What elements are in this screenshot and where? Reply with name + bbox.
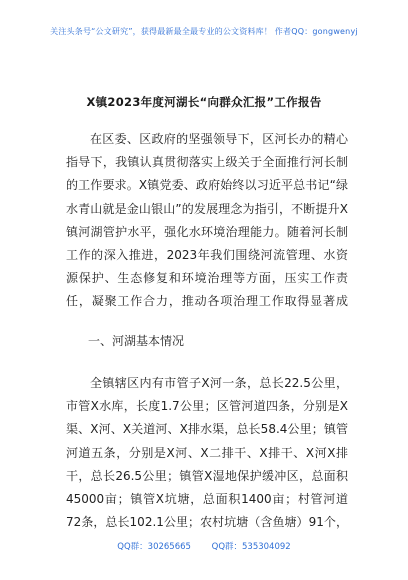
section-body-river-overview: 全镇辖区内有市管子X河一条，总长22.5公里，市管X水库，长度1.7公里；区管河道四条，分别是X渠、X河、X关道河、X排水渠，总长58.4公里；镇管河道五条，分别是X河、X二排干、X排干、X河X排干，总长26.5公里；镇管X湿地保护缓冲区，总面积45000亩；镇管X坑塘，总面积1400亩；村管河道72条，总长102.1公里；农村坑塘（含鱼塘）91个， [66,376,348,530]
footer-qq-group-2: QQ群：535304092 [211,542,291,552]
document-title: X镇2023年度河湖长“向群众汇报”工作报告 [86,95,322,109]
intro-paragraph: 在区委、区政府的坚强领导下，区河长办的精心指导下，我镇认真贯彻落实上级关于全面推行河长制的工作要求。X镇党委、政府始终以习近平总书记“绿水青山就是金山银山”的发展理念为指引，不断提升X镇河湖管护水平，强化水环境治理能力。随着河长制工作的深入推进，2023年我们围绕河流管理、水资源保护、生态修复和环境治理等方面，压实工作责任，凝聚工作合力，推动各项治理工作取得显著成 [66,132,348,309]
header-promo-note: 关注头条号“公文研究”，获得最新最全最专业的公文资料库！ 作者QQ：gongwenyj [50,27,358,36]
footer-contact [0,540,408,552]
section-heading-river-overview: 一、河湖基本情况 [88,334,185,348]
footer-qq-group-1: QQ群：30265665 [117,542,191,552]
